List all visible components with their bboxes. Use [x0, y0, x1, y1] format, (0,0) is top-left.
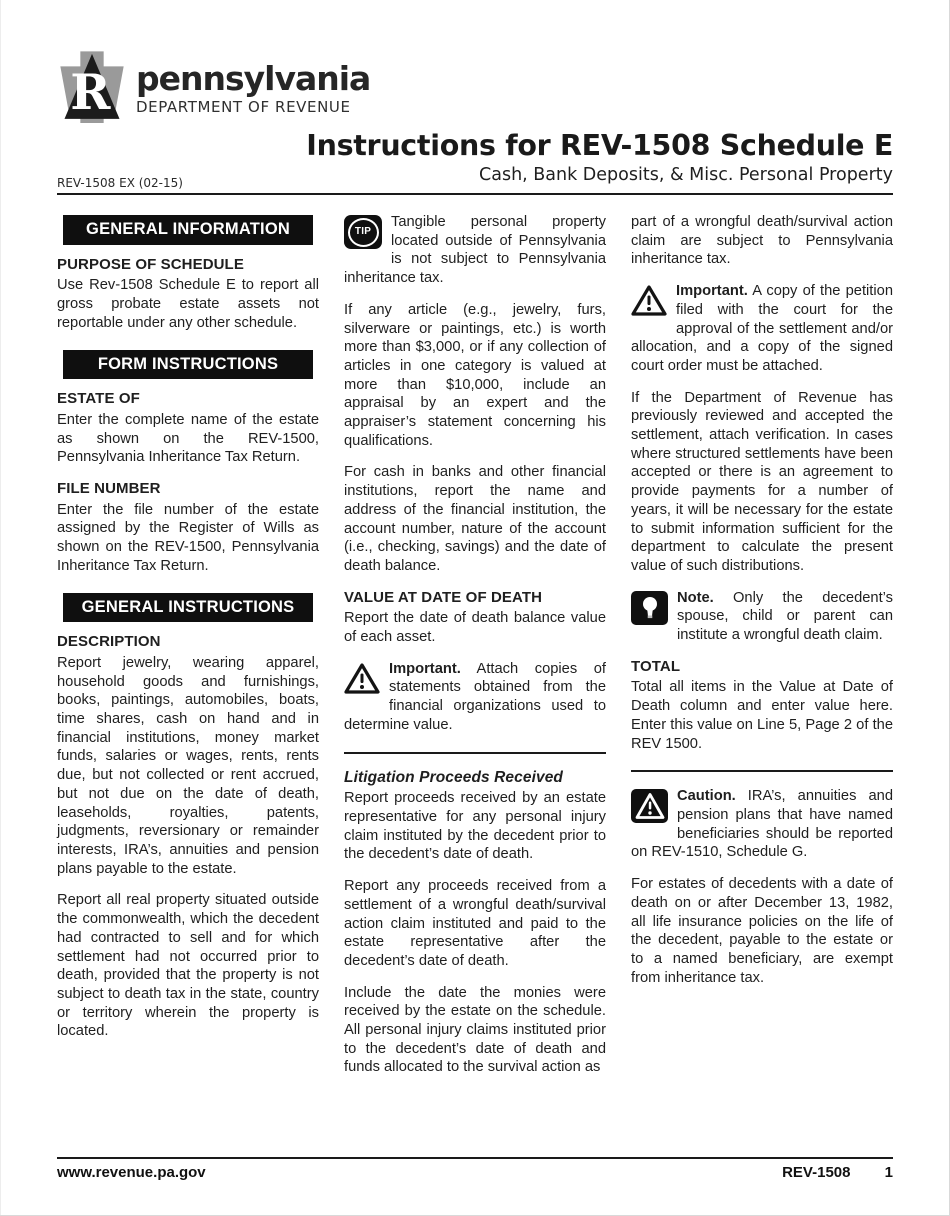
important-block-petition [631, 282, 893, 376]
note-text: Only the decedent’s spouse, child or parent can institute a wrongful death claim. [677, 589, 893, 644]
header-rule [57, 193, 893, 195]
section-banner-general-instructions: GENERAL INSTRUCTIONS [63, 593, 313, 623]
important-label: Important. [676, 283, 748, 300]
caution-block [631, 787, 893, 862]
footer-form-number: REV-1508 [782, 1164, 851, 1181]
paragraph-purpose: Use Rev-1508 Schedule E to report all gross probate estate assets not reportable under any other schedule. [57, 277, 319, 331]
heading-litigation-proceeds: Litigation Proceeds Received [344, 768, 564, 786]
tip-icon [344, 215, 382, 249]
paragraph-settlement: If the Department of Revenue has previously reviewed and accepted the settlement, attach verification. In cases where structured settlements have been accepted or there is an agreement to provide payments for a number of years, it will be necessary for the estate to submit information sufficient for the department to calculate the present value of such distributions. [631, 389, 893, 574]
column-3 [631, 213, 893, 1090]
caution-text: IRA’s, annuities and pension plans that have named beneficiaries should be reported on REV-1510, Schedule G. [631, 788, 893, 861]
paragraph-cash-in-banks: For cash in banks and other financial institutions, report the name and address of the financial institution, the account number, nature of the account (i.e., checking, savings) and the date of death balance. [344, 464, 606, 574]
page-subtitle: Cash, Bank Deposits, & Misc. Personal Property [479, 164, 893, 185]
page-title: Instructions for REV-1508 Schedule E [306, 129, 893, 162]
paragraph-life-insurance: For estates of decedents with a date of death on or after December 13, 1982, all life insurance policies on the life of the decedent, payable to the estate or to a named beneficiary, are exempt from inheritance tax. [631, 876, 893, 986]
paragraph-litigation-2: Report any proceeds received from a settlement of a wrongful death/survival action claim instituted and paid to the estate representative after the decedent’s date of death. [344, 878, 606, 969]
paragraph-appraisal: If any article (e.g., jewelry, furs, silverware or paintings, etc.) is worth more than $3,000, or if any collection of articles in one category is valued at more than $10,000, include an appraisal by an expert and the appraiser’s statement concerning his qualifications. [344, 301, 606, 449]
tip-block [344, 213, 606, 288]
tip-icon-label: TIP [348, 218, 379, 247]
note-block [631, 589, 893, 645]
paragraph-continuation: part of a wrongful death/survival action claim are subject to Pennsylvania inheritance tax. [631, 214, 893, 268]
keystone-logo-icon [57, 46, 127, 130]
heading-description: DESCRIPTION [57, 633, 161, 651]
footer-right [782, 1164, 893, 1181]
heading-file-number: FILE NUMBER [57, 480, 161, 498]
important-label: Important. [389, 660, 461, 677]
column-2 [344, 213, 606, 1090]
paragraph-litigation-3: Include the date the monies were received by the estate on the schedule. All personal injury claims instituted prior to the decedent’s date of death and funds allocated to the survival action as [344, 984, 606, 1076]
warning-triangle-icon [631, 284, 667, 323]
important-text: A copy of the petition filed with the court for the approval of the settlement and/or allocation, and a copy of the signed court order must be attached. [631, 283, 893, 374]
form-code: REV-1508 EX (02-15) [57, 176, 183, 190]
paragraph-description: Report jewelry, wearing apparel, household goods and furnishings, books, paintings, automobiles, boats, time shares, cash on hand and in financial institutions, money market funds, salaries or wages, rents, rents due, but not collected or rent accrued, but not due on the date of death, leaseholds, royalties, patents, judgments, reversionary or remainder interests, IRA’s, annuities and pension plans payable to the estate. [57, 654, 319, 877]
caution-label: Caution. [677, 788, 736, 805]
svg-text:R: R [70, 64, 111, 121]
footer-rule [57, 1157, 893, 1159]
paragraph-real-property: Report all real property situated outside the commonwealth, which the decedent had contracted to sell and for which settlement had not occurred prior to death, provided that the property is not subject to death tax in the state, country or territory wherein the property is located. [57, 892, 319, 1040]
tip-text: Tangible personal property located outside of Pennsylvania is not subject to Pennsylvania inheritance tax. [344, 214, 606, 287]
heading-value-at-date-of-death: VALUE AT DATE OF DEATH [344, 588, 543, 606]
heading-total: TOTAL [631, 657, 681, 675]
warning-triangle-icon [344, 662, 380, 701]
brand-name: pennsylvania [136, 59, 371, 98]
paragraph-value: Report the date of death balance value of each asset. [344, 610, 606, 646]
lightbulb-note-icon [631, 591, 668, 625]
footer-page-number: 1 [884, 1164, 893, 1181]
logo-wordmark [136, 46, 370, 116]
important-text: Attach copies of statements obtained from the financial organizations used to determine value. [344, 660, 606, 733]
paragraph-total: Total all items in the Value at Date of Death column and enter value here. Enter this value on Line 5, Page 2 of the REV 1500. [631, 679, 893, 752]
department-name: DEPARTMENT OF REVENUE [136, 98, 351, 116]
caution-triangle-icon [631, 789, 668, 823]
paragraph-litigation-1: Report proceeds received by an estate representative for any personal injury claim instituted by the decedent prior to the decedent’s date of death. [344, 790, 606, 863]
pa-revenue-logo [57, 46, 370, 130]
important-block-statements [344, 660, 606, 735]
section-banner-form-instructions: FORM INSTRUCTIONS [63, 350, 313, 380]
footer-website: www.revenue.pa.gov [57, 1164, 206, 1181]
note-label: Note. [677, 589, 714, 606]
heading-estate-of: ESTATE OF [57, 390, 140, 408]
section-banner-general-information: GENERAL INFORMATION [63, 215, 313, 245]
paragraph-file-number: Enter the file number of the estate assigned by the Register of Wills as shown on the REV-1500, Pennsylvania Inheritance Tax Return. [57, 501, 319, 574]
title-block [306, 130, 893, 185]
column-1 [57, 213, 319, 1090]
instruction-columns [57, 213, 893, 1090]
paragraph-estate-of: Enter the complete name of the estate as shown on the REV-1500, Pennsylvania Inheritance Tax Return. [57, 411, 319, 466]
column-3-divider [631, 770, 893, 772]
heading-purpose-of-schedule: PURPOSE OF SCHEDULE [57, 255, 244, 273]
column-2-divider [344, 752, 606, 754]
